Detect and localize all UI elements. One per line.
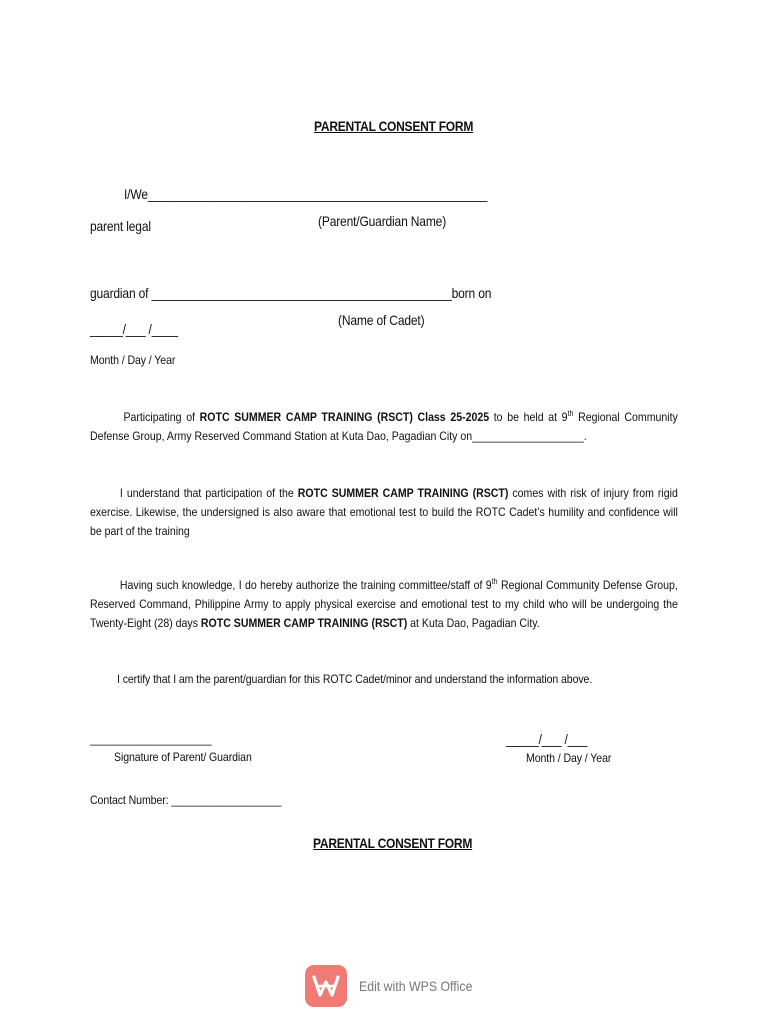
- form-title-second: PARENTAL CONSENT FORM: [313, 835, 473, 851]
- parent-guardian-name-caption: (Parent/Guardian Name): [318, 213, 447, 229]
- signature-date-line: _____/___ /___: [506, 731, 588, 747]
- signature-line: _____________________: [90, 732, 212, 746]
- wps-watermark[interactable]: [305, 964, 488, 1008]
- certification-statement: I certify that I am the parent/guardian for this ROTC Cadet/minor and understand the information above.: [117, 672, 593, 686]
- parent-name-line: I/We____________________________________________________: [124, 186, 488, 202]
- signature-date-caption: Month / Day / Year: [526, 751, 612, 765]
- cadet-name-caption: (Name of Cadet): [338, 312, 425, 328]
- wps-logo-icon: [305, 965, 347, 1007]
- guardian-of-line: guardian of ______________________________________________born on: [90, 285, 492, 301]
- birth-date-caption: Month / Day / Year: [90, 353, 176, 367]
- parent-legal-label: parent legal: [90, 218, 151, 234]
- participation-paragraph: Participating of ROTC SUMMER CAMP TRAINING (RSCT) Class 25-2025 to be held at 9th Regional Community Defense Group, Army Reserved Command Station at Kuta Dao, Pagadian City on___________________.: [90, 409, 678, 443]
- risk-paragraph: I understand that participation of the ROTC SUMMER CAMP TRAINING (RSCT) comes with risk of injury from rigid exercise. Likewise, the undersigned is also aware that emotional test to build the ROTC Cadet’s humility and confidence will be part of the training: [90, 486, 678, 538]
- form-title: PARENTAL CONSENT FORM: [314, 118, 474, 134]
- wps-watermark-text: Edit with WPS Office: [359, 978, 473, 994]
- contact-number-line: Contact Number: ___________________: [90, 793, 282, 807]
- birth-date-line: _____/___ /____: [90, 321, 178, 337]
- signature-caption: Signature of Parent/ Guardian: [114, 750, 252, 764]
- authorization-paragraph: Having such knowledge, I do hereby authorize the training committee/staff of 9th Regional Community Defense Group, Reserved Command, Philippine Army to apply physical exercise and emotional test to my child who will be undergoing the Twenty-Eight (28) days ROTC SUMMER CAMP TRAINING (RSCT) at Kuta Dao, Pagadian City.: [90, 577, 678, 630]
